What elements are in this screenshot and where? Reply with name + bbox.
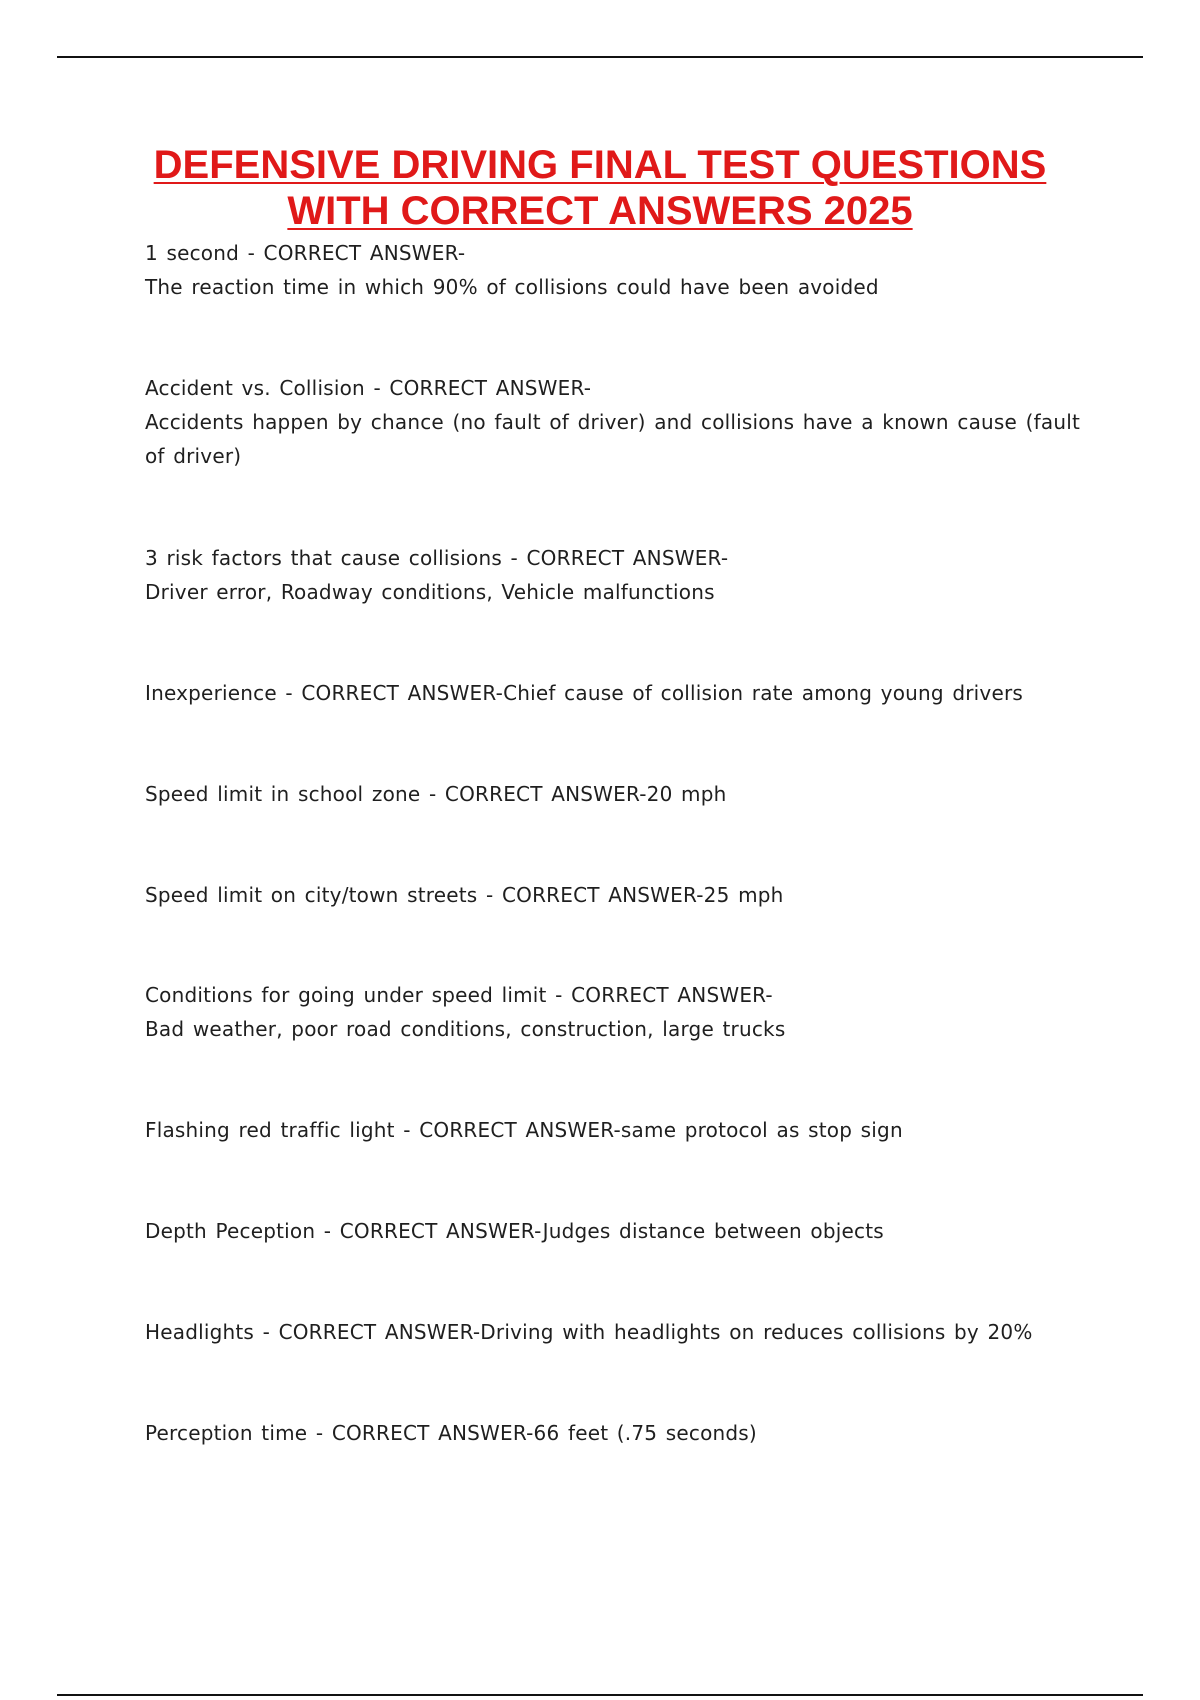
- qa-question: Headlights - CORRECT ANSWER-Driving with headlights on reduces collisions by 20%: [145, 1320, 1033, 1344]
- qa-question: Conditions for going under speed limit - CORRECT ANSWER-: [145, 983, 773, 1007]
- qa-entry-accident-vs-collision: [145, 371, 1080, 473]
- bottom-divider: [57, 1694, 1143, 1696]
- qa-question: Accident vs. Collision - CORRECT ANSWER-: [145, 376, 592, 400]
- qa-answer: The reaction time in which 90% of collisions could have been avoided: [145, 275, 879, 299]
- qa-question: 3 risk factors that cause collisions - CORRECT ANSWER-: [145, 546, 729, 570]
- qa-question: Perception time - CORRECT ANSWER-66 feet (.75 seconds): [145, 1421, 757, 1445]
- title-line-2: WITH CORRECT ANSWERS 2025: [287, 189, 913, 233]
- qa-entry-perception-time: [145, 1416, 1080, 1450]
- qa-question: Speed limit in school zone - CORRECT ANSWER-20 mph: [145, 782, 727, 806]
- qa-entry-flashing-red: [145, 1113, 1080, 1147]
- qa-question: Depth Peception - CORRECT ANSWER-Judges distance between objects: [145, 1219, 884, 1243]
- qa-question: Inexperience - CORRECT ANSWER-Chief cause of collision rate among young drivers: [145, 681, 1023, 705]
- qa-entry-risk-factors: [145, 541, 1080, 609]
- qa-entry-depth-perception: [145, 1214, 1080, 1248]
- qa-entry-reaction-time: [145, 236, 1080, 304]
- title-line-1: DEFENSIVE DRIVING FINAL TEST QUESTIONS: [153, 143, 1047, 187]
- qa-entry-headlights: [145, 1315, 1080, 1349]
- qa-question: Speed limit on city/town streets - CORRECT ANSWER-25 mph: [145, 883, 784, 907]
- qa-entry-school-zone: [145, 777, 1080, 811]
- qa-question: 1 second - CORRECT ANSWER-: [145, 241, 466, 265]
- qa-entry-inexperience: [145, 676, 1080, 710]
- qa-answer: Bad weather, poor road conditions, construction, large trucks: [145, 1017, 786, 1041]
- top-divider: [57, 56, 1143, 58]
- qa-entry-under-speed-limit: [145, 978, 1080, 1046]
- qa-answer: Accidents happen by chance (no fault of driver) and collisions have a known cause (fault of driver): [145, 410, 1080, 468]
- qa-answer: Driver error, Roadway conditions, Vehicle malfunctions: [145, 580, 715, 604]
- document-title: [0, 142, 1200, 234]
- qa-question: Flashing red traffic light - CORRECT ANSWER-same protocol as stop sign: [145, 1118, 903, 1142]
- qa-entry-city-streets: [145, 878, 1080, 912]
